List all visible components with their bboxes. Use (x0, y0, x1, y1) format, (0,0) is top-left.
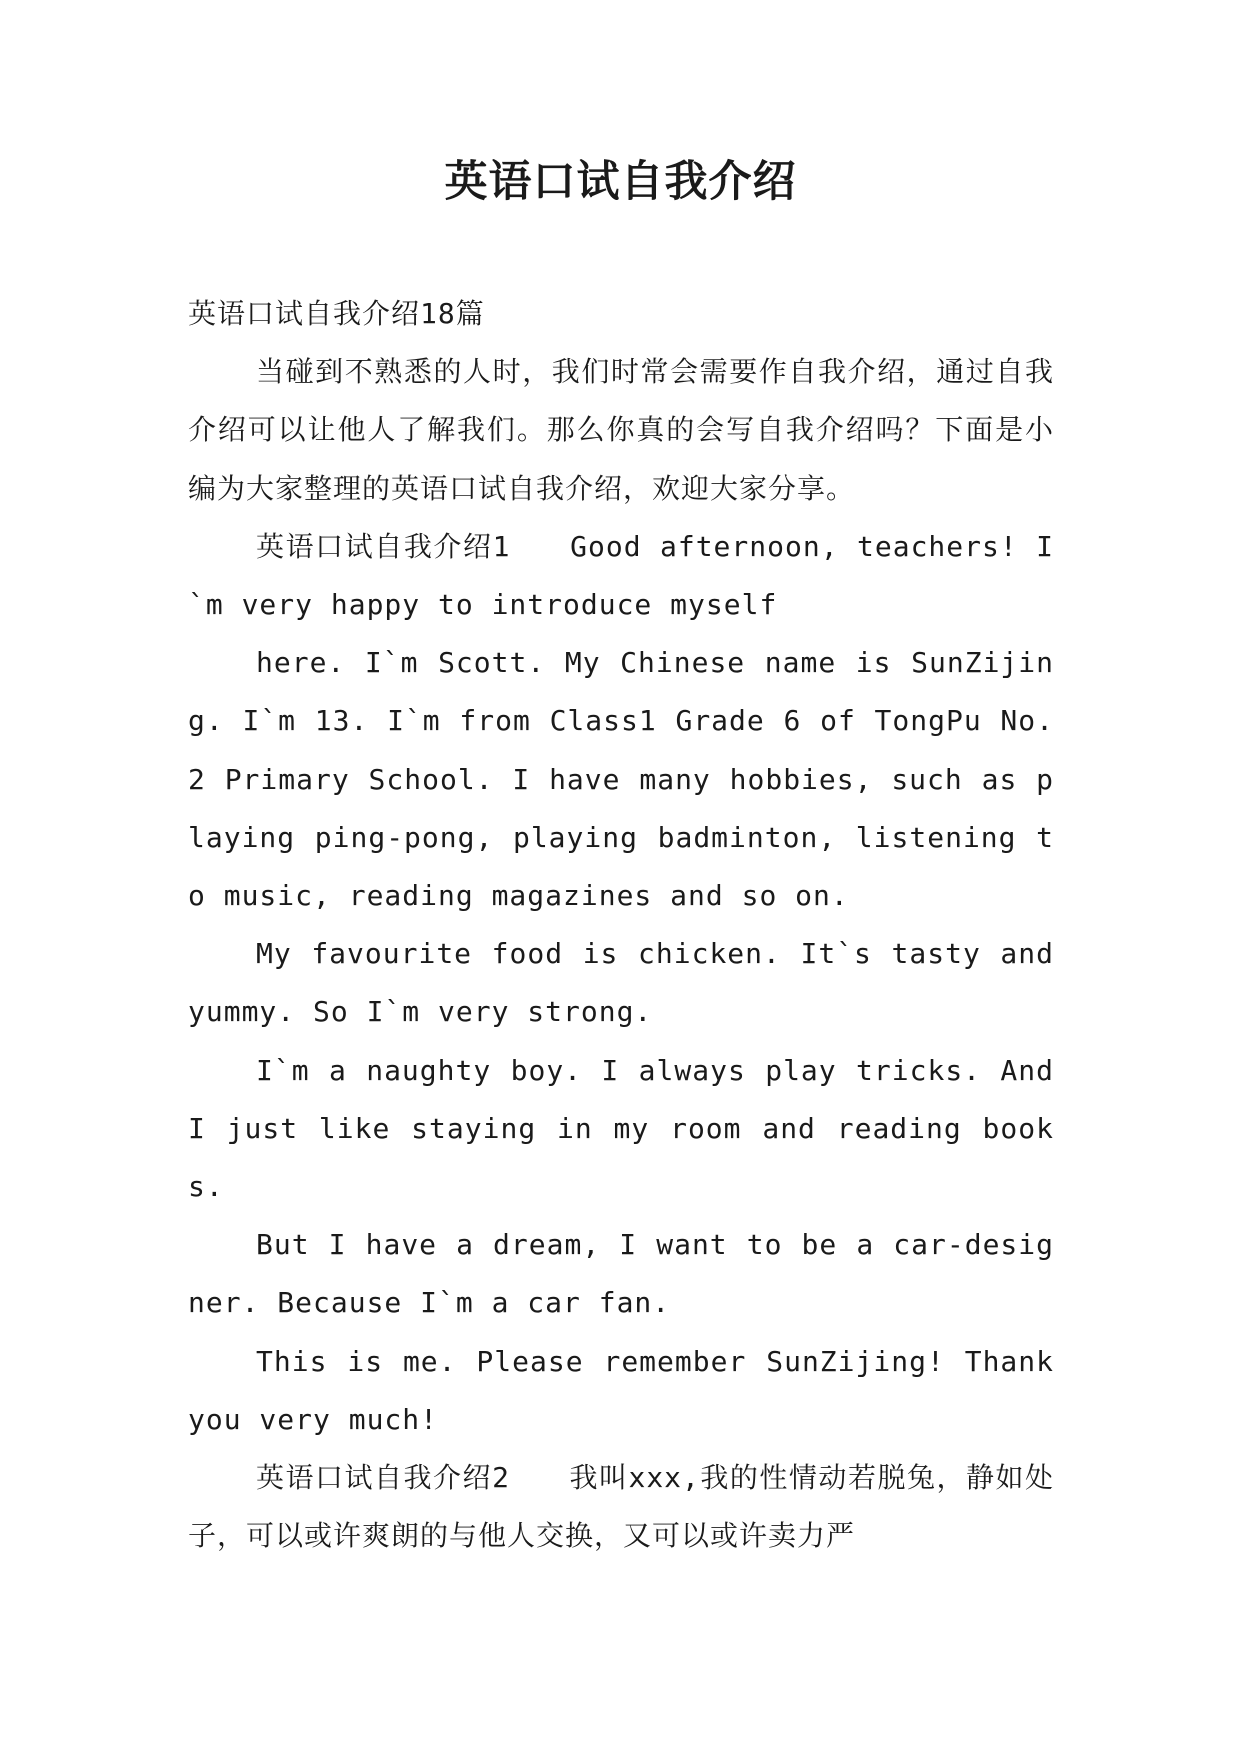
paragraph-section-1-closing: This is me. Please remember SunZijing! Thank you very much! (188, 1344, 1054, 1436)
document-title: 英语口试自我介绍 (444, 157, 797, 207)
paragraph-intro: 当碰到不熟悉的人时，我们时常会需要作自我介绍，通过自我介绍可以让他人了解我们。那么你真的会写自我介绍吗？下面是小编为大家整理的英语口试自我介绍，欢迎大家分享。 (188, 355, 1054, 505)
paragraph-section-1-hobbies: here. I`m Scott. My Chinese name is SunZijing. I`m 13. I`m from Class1 Grade 6 of TongPu No.2 Primary School. I have many hobbies, such as playing ping-pong, playing badminton, listening to music, reading magazines and so on. (188, 646, 1054, 913)
paragraph-section-2-start: 英语口试自我介绍2 我叫xxx,我的性情动若脱兔，静如处子，可以或许爽朗的与他人交换，又可以或许卖力严 (188, 1461, 1054, 1553)
document-body (188, 285, 1054, 1565)
paragraph-section-1-food: My favourite food is chicken. It`s tasty and yummy. So I`m very strong. (188, 937, 1054, 1029)
paragraph-section-1-personality: I`m a naughty boy. I always play tricks. And I just like staying in my room and reading books. (188, 1053, 1054, 1204)
paragraph-section-1-start: 英语口试自我介绍1 Good afternoon, teachers! I`m very happy to introduce myself (188, 529, 1054, 622)
paragraph-section-1-dream: But I have a dream, I want to be a car-designer. Because I`m a car fan. (188, 1228, 1054, 1320)
paragraph-heading: 英语口试自我介绍18篇 (188, 297, 485, 330)
